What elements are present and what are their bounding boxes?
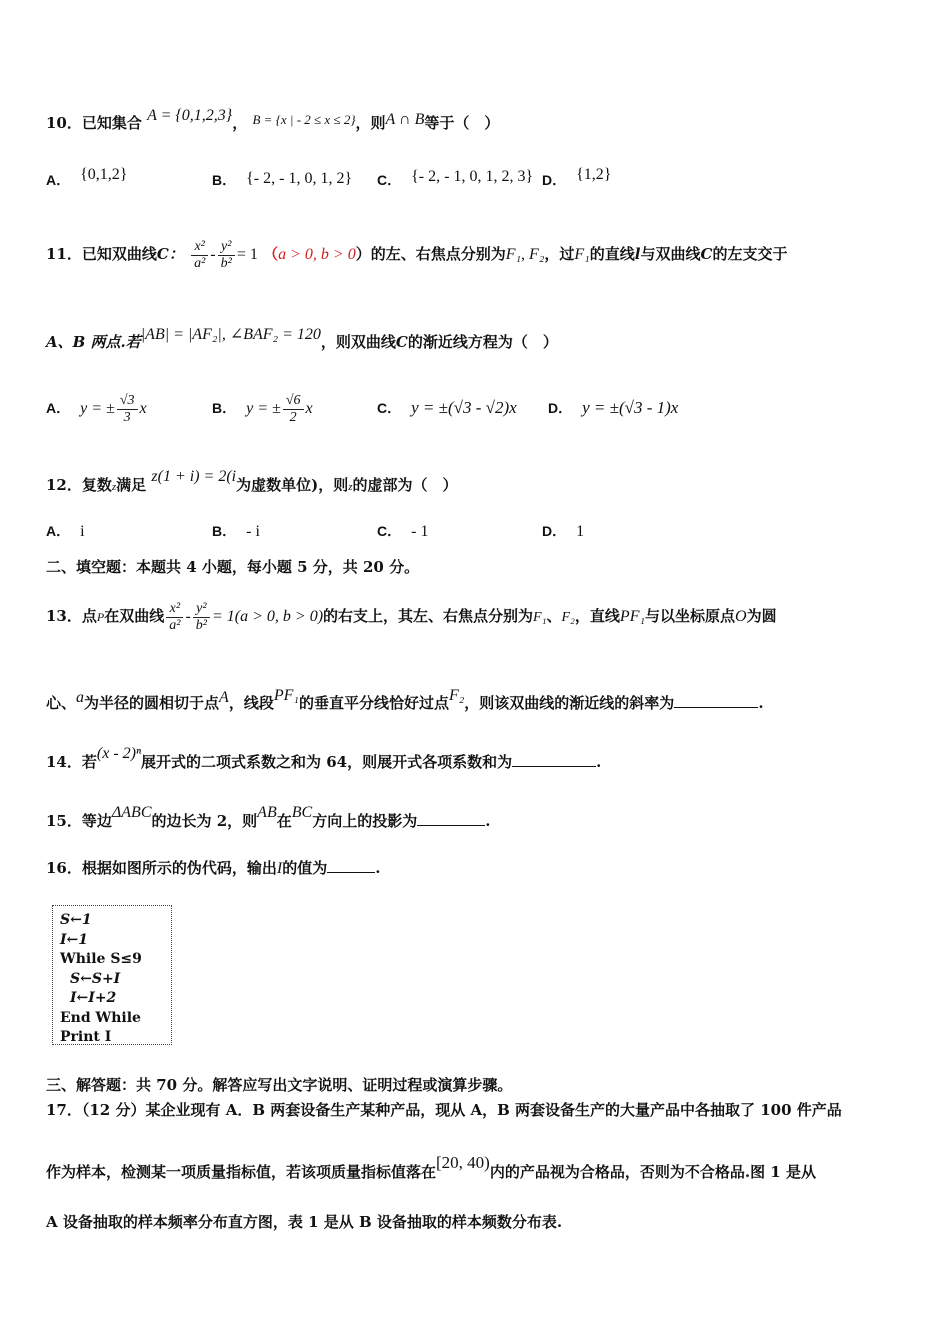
- q16-i: I: [276, 860, 283, 877]
- option-text: y = ±(√3 - √2)x: [411, 398, 517, 417]
- q11-paren: ）: [355, 245, 371, 263]
- q13-line2-pre: 心、: [46, 694, 77, 712]
- q12-end: 的虚部为（ ）: [352, 476, 458, 494]
- q11-eq: = 1: [236, 246, 258, 263]
- q12-option-a: [46, 521, 85, 542]
- q11-option-c: [377, 398, 517, 418]
- q10-option-a: [46, 166, 128, 191]
- q13-line2-text: ，则该双曲线的渐近线的斜率为: [464, 694, 675, 712]
- q11-pre: 已知双曲线: [81, 245, 157, 263]
- q10-number: 10．: [46, 114, 82, 132]
- question-15: [46, 804, 491, 832]
- question-11: [46, 232, 787, 277]
- q15-text: 在: [276, 812, 292, 830]
- question-12: [46, 468, 458, 497]
- option-label: D．: [542, 523, 567, 539]
- fraction-num: y²: [218, 239, 235, 256]
- q10-set-a: A = {0,1,2,3}: [147, 107, 233, 124]
- q13-sep: 、: [546, 607, 562, 625]
- fraction-num: y²: [193, 601, 210, 618]
- q11-text: 与双曲线: [640, 245, 701, 263]
- option-label: B．: [212, 172, 237, 188]
- fraction-den: b²: [195, 617, 207, 633]
- q11-option-a: [46, 386, 147, 431]
- q15-bc: BC: [291, 804, 313, 821]
- code-line: End While: [60, 1009, 141, 1026]
- q11-line2-c: C: [395, 333, 408, 351]
- code-line: I←I+2: [70, 990, 117, 1006]
- fraction-den: a²: [169, 617, 181, 633]
- question-16: [46, 858, 380, 879]
- code-line: I←1: [60, 931, 89, 948]
- question-17-line2: [46, 1153, 816, 1182]
- q10-set-b: B = {x | - 2 ≤ x ≤ 2}: [252, 112, 356, 127]
- fraction-num: √6: [283, 393, 304, 410]
- option-text: - i: [246, 523, 260, 540]
- section-2-heading: 二、填空题：本题共 4 小题，每小题 5 分，共 20 分。: [46, 558, 420, 576]
- q10-comma: ，: [232, 114, 248, 132]
- q13-point-a: A: [219, 689, 229, 706]
- option-fraction: [283, 393, 304, 426]
- option-label: D．: [542, 172, 567, 188]
- code-line: While S≤9: [60, 951, 142, 967]
- q12-equation: z(1 + i) = 2(i: [151, 468, 237, 485]
- q14-expr: (x - 2)ⁿ: [96, 745, 142, 762]
- question-10: [46, 107, 500, 134]
- q13-text: 为圆: [746, 607, 777, 625]
- q10-expr: A ∩ B: [385, 111, 425, 128]
- q15-ab: AB: [257, 804, 277, 821]
- q12-option-b: [212, 521, 260, 542]
- option-post: x: [305, 400, 313, 417]
- code-line: Print I: [60, 1029, 112, 1045]
- question-11-line2: [46, 326, 558, 353]
- q11-text: 的左、右焦点分别为: [370, 245, 506, 263]
- q16-end: .: [375, 859, 381, 877]
- q13-text: 的右支上，其左、右焦点分别为: [323, 607, 534, 625]
- q11-number: 11．: [46, 245, 82, 263]
- q15-number: 15．: [46, 812, 82, 830]
- code-line: S←1: [60, 912, 92, 928]
- q16-pre: 根据如图所示的伪代码，输出: [81, 859, 277, 877]
- q13-eq: = 1(a > 0, b > 0): [211, 608, 324, 625]
- question-13: [46, 594, 777, 640]
- q11-c: C：: [156, 245, 184, 263]
- q13-text: ，直线: [574, 607, 620, 625]
- option-text: 1: [576, 523, 585, 540]
- q13-fraction-x: [166, 601, 183, 634]
- option-label: B．: [212, 400, 237, 416]
- option-pre: y = ±: [80, 400, 115, 417]
- option-label: A．: [46, 400, 71, 416]
- option-label: C．: [377, 400, 402, 416]
- q11-option-b: [212, 386, 313, 431]
- option-text: - 1: [411, 523, 429, 540]
- q11-l: l: [634, 245, 641, 263]
- q11-text: 的直线: [589, 245, 635, 263]
- q17-line2-pre: 作为样本，检测某一项质量指标值，若该项质量指标值落在: [46, 1163, 437, 1181]
- option-text: y = ±(√3 - 1)x: [582, 398, 679, 417]
- q11-f1: F₁: [574, 246, 590, 263]
- q13-o: O: [735, 608, 747, 625]
- q13-f2: F₂: [448, 687, 465, 704]
- option-fraction: [117, 393, 138, 426]
- q14-number: 14．: [46, 753, 82, 771]
- option-post: x: [139, 400, 147, 417]
- q13-minus: -: [185, 608, 191, 625]
- option-label: C．: [377, 523, 402, 539]
- q12-z: z: [111, 481, 117, 493]
- q13-pf1: PF₁: [273, 687, 299, 704]
- q13-a: a: [76, 689, 85, 706]
- q13-f2: F₂: [561, 610, 575, 625]
- option-text: i: [80, 523, 85, 540]
- q11-c: C: [700, 245, 713, 263]
- q13-pre: 点: [81, 607, 97, 625]
- q13-line2-text: ，线段: [228, 694, 274, 712]
- question-17-line1: 17．（12 分）某企业现有 A．B 两套设备生产某种产品，现从 A，B 两套设备生产的大量产品中各抽取了 100 件产品: [46, 1101, 842, 1119]
- q10-pre: 已知集合: [81, 114, 142, 132]
- q11-line2-pre: A、B 两点.若: [46, 333, 141, 351]
- q13-text: 与以坐标原点: [645, 607, 736, 625]
- pseudocode-box: [52, 905, 172, 1045]
- question-13-line2: [46, 687, 764, 714]
- q10-option-d: [542, 166, 612, 191]
- q17-line2-post: 内的产品视为合格品，否则为不合格品.图 1 是从: [489, 1163, 816, 1181]
- q14-post: 展开式的二项式系数之和为 64，则展开式各项系数和为: [141, 753, 513, 771]
- q11-option-d: [548, 398, 678, 418]
- q11-fraction-y: [218, 239, 235, 272]
- q14-pre: 若: [81, 753, 97, 771]
- fraction-den: b²: [220, 255, 232, 271]
- q11-paren: （: [263, 245, 279, 263]
- fraction-den: 3: [123, 409, 131, 425]
- fraction-num: √3: [117, 393, 138, 410]
- q12-number: 12．: [46, 476, 82, 494]
- q11-line2-post: ，则双曲线: [320, 333, 396, 351]
- option-text: {- 2, - 1, 0, 1, 2}: [246, 170, 353, 187]
- answer-blank[interactable]: [674, 707, 758, 708]
- option-label: C．: [377, 172, 402, 188]
- q16-post: 的值为: [282, 859, 328, 877]
- option-label: A．: [46, 172, 71, 188]
- q12-z: z: [348, 481, 353, 493]
- q13-line2-text: 为半径的圆相切于点: [84, 694, 220, 712]
- q17-interval: [20, 40): [436, 1153, 490, 1172]
- fraction-num: x²: [191, 239, 208, 256]
- option-text: {1,2}: [576, 166, 612, 183]
- answer-blank[interactable]: [417, 825, 485, 826]
- code-line: S←S+I: [70, 970, 121, 987]
- question-14: [46, 745, 602, 773]
- question-17-line3: A 设备抽取的样本频率分布直方图，表 1 是从 B 设备抽取的样本频数分布表.: [46, 1213, 563, 1231]
- q13-f1: F₁: [533, 610, 547, 625]
- q10-mid: ，则: [355, 114, 386, 132]
- option-label: B．: [212, 523, 237, 539]
- option-text: {0,1,2}: [80, 166, 128, 183]
- fraction-num: x²: [166, 601, 183, 618]
- q13-p: P: [96, 610, 105, 624]
- option-pre: y = ±: [246, 400, 281, 417]
- q13-pf1: PF₁: [619, 608, 646, 625]
- q12-option-c: [377, 521, 428, 542]
- q13-mid: 在双曲线: [104, 607, 165, 625]
- q11-line2-end: 的渐近线方程为（ ）: [407, 333, 558, 351]
- q15-text: 的边长为 2，则: [151, 812, 258, 830]
- q14-end: .: [596, 753, 602, 771]
- option-label: A．: [46, 523, 71, 539]
- q12-option-d: [542, 521, 584, 542]
- q12-pre: 复数: [81, 476, 112, 494]
- option-text: {- 2, - 1, 0, 1, 2, 3}: [411, 168, 534, 185]
- answer-blank[interactable]: [327, 872, 375, 873]
- answer-blank[interactable]: [512, 766, 596, 767]
- q15-text: 方向上的投影为: [312, 812, 418, 830]
- q13-end: .: [758, 694, 764, 712]
- q12-mid: 满足: [116, 476, 147, 494]
- q15-pre: 等边: [81, 812, 112, 830]
- q11-text: 的左支交于: [712, 245, 788, 263]
- q10-option-c: [377, 170, 533, 191]
- q16-number: 16．: [46, 859, 82, 877]
- q11-foci: F₁, F₂: [505, 246, 545, 263]
- q11-fraction-x: [191, 239, 208, 272]
- fraction-den: 2: [289, 409, 297, 425]
- q13-fraction-y: [193, 601, 210, 634]
- q10-post: 等于（ ）: [424, 114, 500, 132]
- q10-option-b: [212, 170, 352, 191]
- q11-condition: a > 0, b > 0: [278, 246, 356, 263]
- q11-line2-condition: |AB| = |AF₂|, ∠BAF₂ = 120: [140, 326, 321, 343]
- q15-end: .: [485, 812, 491, 830]
- q13-number: 13．: [46, 607, 82, 625]
- q12-post: 为虚数单位)，则: [236, 476, 349, 494]
- q13-line2-text: 的垂直平分线恰好过点: [298, 694, 449, 712]
- section-3-heading: 三、解答题：共 70 分。解答应写出文字说明、证明过程或演算步骤。: [46, 1076, 513, 1094]
- q15-triangle: ΔABC: [111, 804, 152, 821]
- fraction-den: a²: [194, 255, 206, 271]
- option-label: D．: [548, 400, 573, 416]
- q11-minus: -: [210, 246, 216, 263]
- q11-text: ，过: [544, 245, 575, 263]
